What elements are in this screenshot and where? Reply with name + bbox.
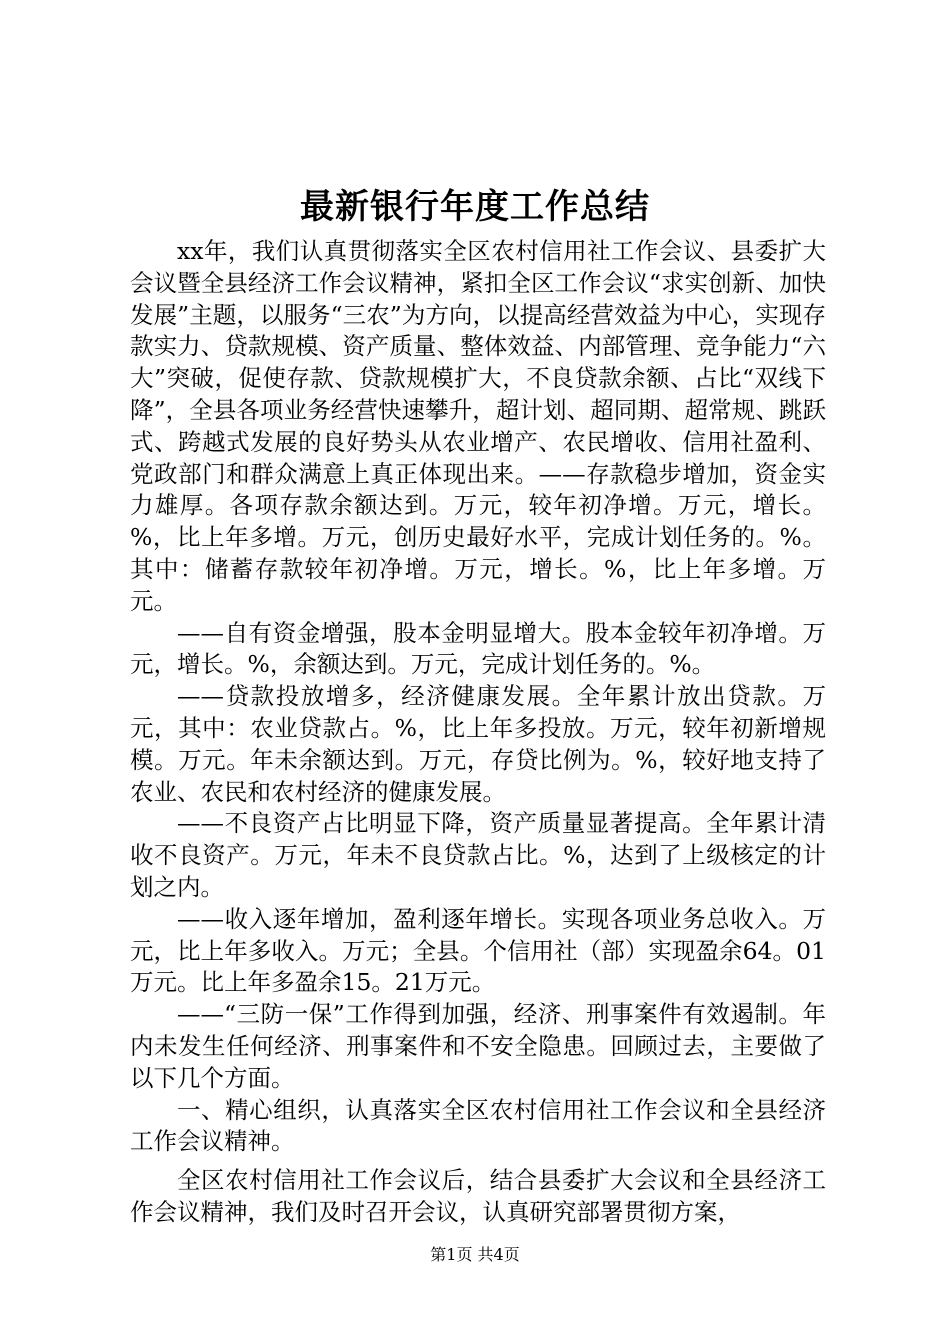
document-body (130, 236, 826, 1229)
paragraph: ——自有资金增强，股本金明显增大。股本金较年初净增。万元，增长。%，余额达到。万元，完成计划任务的。%。 (130, 618, 826, 679)
paragraph: ——“三防一保”工作得到加强，经济、刑事案件有效遏制。年内未发生任何经济、刑事案件和不安全隐患。回顾过去，主要做了以下几个方面。 (130, 1000, 826, 1092)
paragraph: ——不良资产占比明显下降，资产质量显著提高。全年累计清收不良资产。万元，年未不良贷款占比。%，达到了上级核定的计划之内。 (130, 809, 826, 901)
paragraph: ——贷款投放增多，经济健康发展。全年累计放出贷款。万元，其中：农业贷款占。%，比上年多投放。万元，较年初新增规模。万元。年未余额达到。万元，存贷比例为。%，较好地支持了农业、农民和农村经济的健康发展。 (130, 682, 826, 806)
paragraph: xx年，我们认真贯彻落实全区农村信用社工作会议、县委扩大会议暨全县经济工作会议精神，紧扣全区工作会议“求实创新、加快发展”主题，以服务“三农”为方向，以提高经营效益为中心，实现存款实力、贷款规模、资产质量、整体效益、内部管理、竞争能力“六大”突破，促使存款、贷款规模扩大，不良贷款余额、占比“双线下降”，全县各项业务经营快速攀升，超计划、超同期、超常规、跳跃式、跨越式发展的良好势头从农业增产、农民增收、信用社盈利、党政部门和群众满意上真正体现出来。——存款稳步增加，资金实力雄厚。各项存款余额达到。万元，较年初净增。万元，增长。%，比上年多增。万元，创历史最好水平，完成计划任务的。%。其中：储蓄存款较年初净增。万元，增长。%，比上年多增。万元。 (130, 237, 826, 615)
paragraph: 一、精心组织，认真落实全区农村信用社工作会议和全县经济工作会议精神。 (130, 1095, 826, 1156)
paragraph: 全区农村信用社工作会议后，结合县委扩大会议和全县经济工作会议精神，我们及时召开会议，认真研究部署贯彻方案， (130, 1166, 826, 1226)
paragraph: ——收入逐年增加，盈利逐年增长。实现各项业务总收入。万元，比上年多收入。万元；全县。个信用社（部）实现盈余64。01万元。比上年多盈余15。21万元。 (130, 904, 826, 997)
page-footer: 第1页 共4页 (430, 1245, 520, 1264)
document-title: 最新银行年度工作总结 (300, 187, 650, 227)
